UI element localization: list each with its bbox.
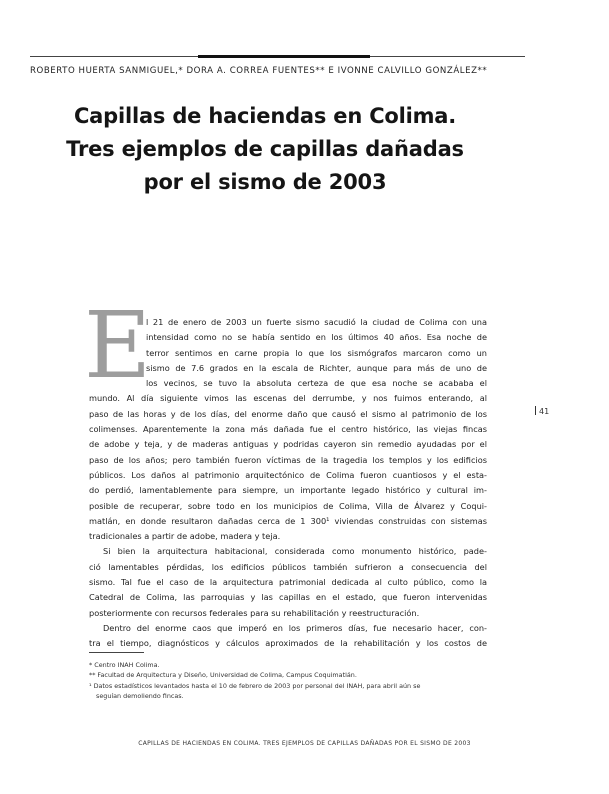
body-line: intensidad como no se había sentido en los últimos 40 años. Esa noche de <box>146 332 487 343</box>
body-line: públicos. Los daños al patrimonio arquitectónico de Colima fueron cuantiosos y el esta- <box>89 469 487 480</box>
page-number-bar <box>535 406 536 415</box>
body-line: do perdió, lamentablemente para siempre, un importante legado histórico y cultural im- <box>89 485 487 496</box>
title-line-1: Capillas de haciendas en Colima. <box>73 104 457 128</box>
body-line: paso de los años; pero también fueron víctimas de la tragedia los templos y los edificios <box>89 454 487 465</box>
body-line: de adobe y teja, y de maderas antiguas y podridas cayeron sin remedio ayudadas por el <box>89 439 487 450</box>
authors-line: ROBERTO HUERTA SANMIGUEL,* DORA A. CORREA FUENTES** E IVONNE CALVILLO GONZÁLEZ** <box>30 66 488 76</box>
body-line: sismo de 7.6 grados en la escala de Richter, aunque para más de uno de <box>146 362 487 373</box>
body-line: tradicionales a partir de adobe, madera y teja. <box>89 531 281 542</box>
body-text <box>89 315 487 652</box>
body-line: los vecinos, se tuvo la absoluta certeza de que esa noche se acababa el <box>146 378 487 389</box>
footnote-2: ** Facultad de Arquitectura y Diseño, Universidad de Colima, Campus Coquimatlán. <box>89 671 357 680</box>
body-line: paso de las horas y de los días, del enorme daño que causó el sismo al patrimonio de los <box>89 408 487 419</box>
header-rule-accent <box>198 55 370 58</box>
body-line: tra el tiempo, diagnósticos y cálculos aproximados de la rehabilitación y los costos de <box>89 638 487 649</box>
footnote-3-continued: seguían demoliendo fincas. <box>96 692 184 701</box>
body-line: sismo. Tal fue el caso de la arquitectura patrimonial dedicada al culto público, como la <box>89 577 487 588</box>
body-line: posible de recuperar, sobre todo en los municipios de Colima, Villa de Álvarez y Coqui- <box>89 500 487 511</box>
body-line: terror sentimos en carne propia lo que los sismógrafos marcaron como un <box>146 347 487 358</box>
body-line: l 21 de enero de 2003 un fuerte sismo sacudió la ciudad de Colima con una <box>146 317 487 327</box>
drop-cap: E <box>84 292 152 399</box>
body-line: Dentro del enorme caos que imperó en los primeros días, fue necesario hacer, con- <box>103 622 487 633</box>
body-line: ció lamentables pérdidas, los edificios públicos también sufrieron a consecuencia del <box>89 561 487 572</box>
running-footer: CAPILLAS DE HACIENDAS EN COLIMA. TRES EJEMPLOS DE CAPILLAS DAÑADAS POR EL SISMO DE 2003 <box>138 740 471 747</box>
body-line: mundo. Al día siguiente vimos las escenas del derrumbe, y nos fuimos enterando, al <box>89 393 487 404</box>
title-line-3: por el sismo de 2003 <box>143 170 387 194</box>
footnote-1: * Centro INAH Colima. <box>89 661 160 669</box>
body-line: Si bien la arquitectura habitacional, considerada como monumento histórico, pade- <box>103 546 487 557</box>
title-line-2: Tres ejemplos de capillas dañadas <box>66 137 464 161</box>
footnotes <box>89 660 489 702</box>
body-line: colimenses. Aparentemente la zona más dañada fue el centro histórico, las viejas fincas <box>89 424 487 435</box>
body-line: matlán, en donde resultaron dañadas cerca de 1 300¹ viviendas construidas con sistemas <box>89 515 487 526</box>
body-line: posteriormente con recursos federales para su rehabilitación y reestructuración. <box>89 607 420 618</box>
article-title <box>40 100 490 199</box>
body-line: Catedral de Colima, las parroquias y las capillas en el estado, que fueron intervenidas <box>89 592 487 603</box>
footnote-rule <box>89 652 144 653</box>
page-number <box>535 406 549 416</box>
page-number-text: 41 <box>539 407 550 416</box>
footnote-3: ¹ Datos estadísticos levantados hasta el 10 de febrero de 2003 por personal del INAH, para abril aún se <box>89 681 421 690</box>
